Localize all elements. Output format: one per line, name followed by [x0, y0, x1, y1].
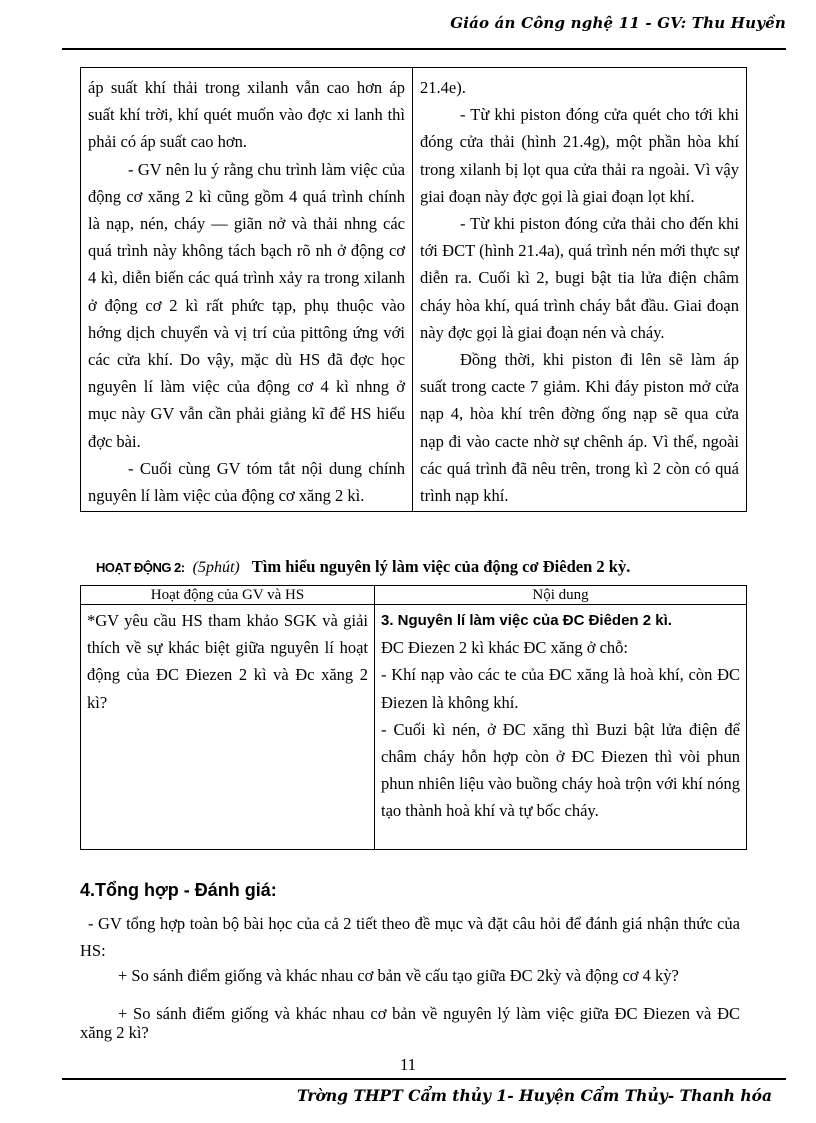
section-heading: 3. Nguyên lí làm việc của ĐC Điêden 2 kì.: [381, 612, 672, 629]
activity-2-table: [80, 585, 747, 850]
page-header: Giáo án Công nghệ 11 - GV: Thu Huyền: [450, 14, 786, 32]
activity-cell: [81, 605, 375, 850]
activity-2-heading: [96, 557, 630, 577]
page-footer: Trờng THPT Cẩm thủy 1- Huyện Cẩm Thủy- Thanh hóa: [296, 1086, 772, 1105]
activity-time: (5phút): [192, 559, 240, 576]
column-header-content: Nội dung: [375, 586, 747, 605]
question-2: + So sánh điểm giống và khác nhau cơ bản về nguyên lý làm việc giữa ĐC Điezen và ĐC xăng 2 kì?: [80, 1004, 740, 1042]
header-rule: [62, 48, 786, 50]
page-number: 11: [399, 1055, 417, 1074]
footer-rule: [62, 1078, 786, 1080]
paragraph: - Cuối cùng GV tóm tắt nội dung chính nguyên lí làm việc của động cơ xăng 2 kì.: [88, 458, 405, 506]
teacher-notes-cell: [81, 68, 413, 512]
activity-label: HOẠT ĐỘNG 2:: [96, 560, 185, 575]
paragraph: - Từ khi piston đóng cửa quét cho tới khi đóng cửa thải (hình 21.4g), một phần hòa khí trong xilanh bị lọt qua cửa thải ra ngoài. Vì vậy giai đoạn này đợc gọi là giai đoạn lọt khí.: [420, 105, 739, 206]
paragraph: ĐC Điezen 2 kì khác ĐC xăng ở chỗ:: [381, 638, 629, 658]
paragraph: - Cuối kì nén, ở ĐC xăng thì Buzi bật lửa điện để châm cháy hỗn hợp còn ở ĐC Điezen thì vòi phun phun nhiên liệu vào buồng cháy hoà trộn với khí nóng tạo thành hoà khí và tự bốc cháy.: [381, 719, 740, 821]
paragraph: - Từ khi piston đóng cửa thải cho đến khi tới ĐCT (hình 21.4a), quá trình nén mới thực sự diễn ra. Cuối kì 2, bugi bật tia lửa điện châm cháy hòa khí, quá trình cháy bắt đầu. Giai đoạn này đợc gọi là giai đoạn nén và cháy.: [420, 214, 739, 342]
paragraph: áp suất khí thải trong xilanh vẫn cao hơn áp suất khí trời, khí quét muốn vào đợc xi lanh thì phải có áp suất cao hơn.: [88, 78, 405, 152]
continuation-table: [80, 67, 747, 512]
section-4-title: 4.Tổng hợp - Đánh giá:: [80, 880, 277, 900]
activity-title: Tìm hiểu nguyên lý làm việc của động cơ Điêden 2 kỳ.: [251, 557, 631, 576]
paragraph: - Khí nạp vào các te của ĐC xăng là hoà khí, còn ĐC Điezen là không khí.: [381, 665, 740, 712]
paragraph: - GV tổng hợp toàn bộ bài học của cả 2 tiết theo đề mục và đặt câu hỏi để đánh giá nhận thức của HS:: [80, 914, 740, 960]
paragraph: 21.4e).: [420, 78, 466, 97]
question-1: + So sánh điểm giống và khác nhau cơ bản về cấu tạo giữa ĐC 2kỳ và động cơ 4 kỳ?: [118, 966, 679, 985]
paragraph: *GV yêu cầu HS tham khảo SGK và giải thích về sự khác biệt giữa nguyên lí hoạt động của ĐC Điezen 2 kì và Đc xăng 2 kì?: [87, 611, 368, 712]
paragraph: Đồng thời, khi piston đi lên sẽ làm áp suất trong cacte 7 giảm. Khi đáy piston mở cửa nạp 4, hòa khí trên đờng ống nạp sẽ qua cửa nạp đi vào cacte nhờ sự chênh áp. Vì thế, ngoài các quá trình đã nêu trên, trong kì 2 còn có quá trình nạp khí.: [420, 350, 739, 506]
column-header-activities: Hoạt động của GV và HS: [81, 586, 375, 605]
content-cell: [413, 68, 747, 512]
content-cell: [375, 605, 747, 850]
paragraph: - GV nên lu ý rằng chu trình làm việc của động cơ xăng 2 kì cũng gồm 4 quá trình chính là nạp, nén, cháy — giãn nở và thải nhng các quá trình này không tách bạch rõ nh ở động cơ 4 kì, diễn biến các quá trình xảy ra trong xilanh ở động cơ 2 kì rất phức tạp, phụ thuộc vào hớng dịch chuyển và vị trí của pittông ứng với các cửa khí. Do vậy, mặc dù HS đã đợc học nguyên lí làm việc của động cơ 4 kì nhng ở mục này GV vẫn cần phải giảng kĩ để HS hiểu đợc bài.: [88, 159, 405, 451]
